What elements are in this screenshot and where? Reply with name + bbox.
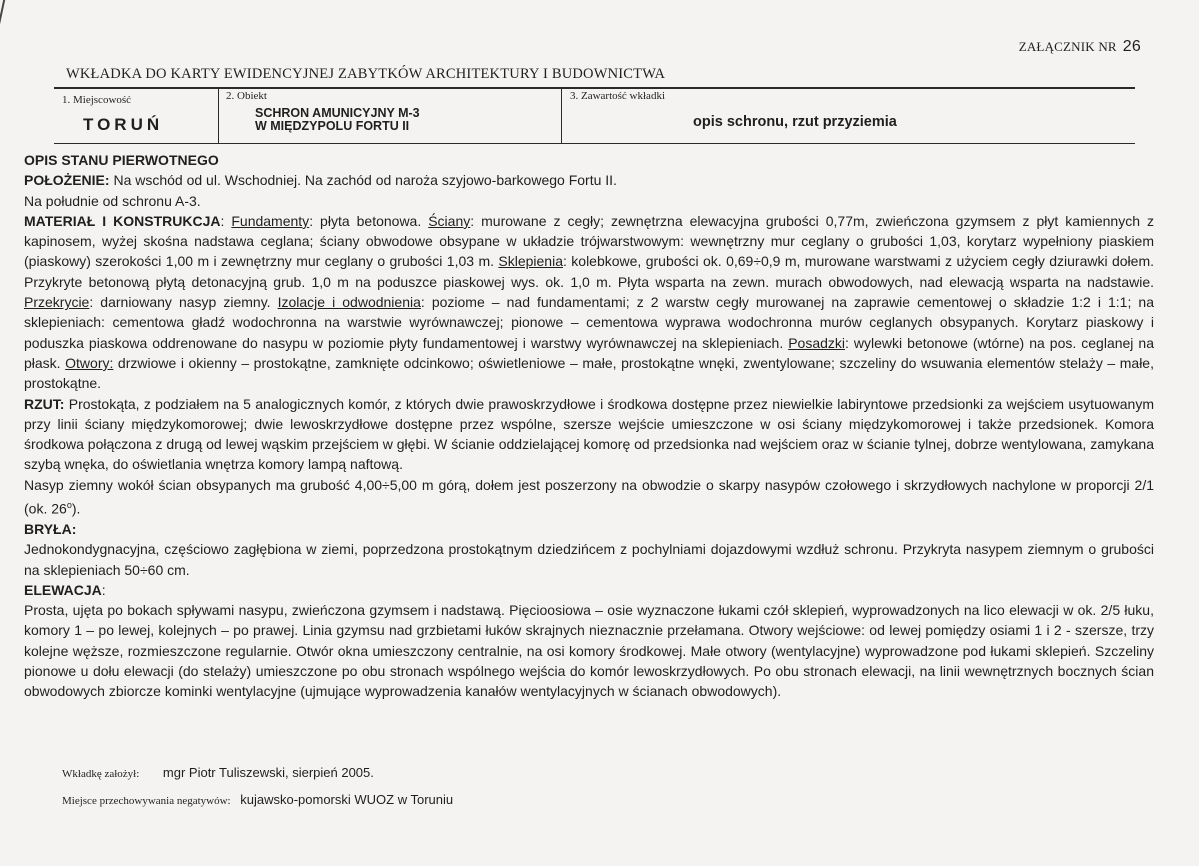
material-text-5: : poziome – nad fundamentami; z 2 warstw cegły murowanej na zaprawie cementowej o składzie 1:2 i 1:1; na sklepieniach: cementowa gładź wodochronna na warstwie wyrównawczej; pionowe – cementowa wyprawa wodochronna murów ceglanych obsypanych. Korytarz piaskowy i poduszka piaskowa oddrenowane do nasypu w poziomie płyty fundamentowej i warstwy wyrównawczej na sklepieniach. bbox=[24, 294, 1154, 351]
polozenie-text: Na wschód od ul. Wschodniej. Na zachód od naroża szyjowo-barkowego Fortu II. bbox=[109, 172, 617, 189]
material-paragraph: MATERIAŁ I KONSTRUKCJA: Fundamenty: płyta betonowa. Ściany: murowane z cegły; zewnętrzna elewacyjna grubości 0,77m, zwieńczona gzymsem z płyt kamiennych z kapinosem, wyżej skośna nadstawa ceglana; ściany obwodowe obsypane w układzie trójwarstwowym: wewnętrzny mur ceglany o grubości 1,03, korytarz wypełniony piaskiem (piaskowy) szerokości 1,00 m i zewnętrzny mur ceglany o grubości 1,03 m. Sklepienia: kolebkowe, grubości ok. 0,69÷0,9 m, murowane warstwami z użyciem cegły dziurawki dołem. Przykryte betonową płytą detonacyjną grub. 1,0 m na poduszce piaskowej wys. ok. 1,0 m. Płyta wsparta na zewn. murach obwodowych, nad elewacją wsparta na nadstawie. Przekrycie: darniowany nasyp ziemny. Izolacje i odwodnienia: poziome – nad fundamentami; z 2 warstw cegły murowanej na zaprawie cementowej o składzie 1:2 i 1:1; na sklepieniach: cementowa gładź wodochronna na warstwie wyrównawczej; pionowe – cementowa wyprawa wodochronna murów ceglanych obsypanych. Korytarz piaskowy i poduszka piaskowa oddrenowane do nasypu w poziomie płyty fundamentowej i warstwy wyrównawczej na sklepieniach. Posadzki: wylewki betonowe (wtórne) na pos. ceglanej na płask. Otwory: drzwiowe i okienny – prostokątne, zamknięte odcinkowo; oświetleniowe – małe, prostokątne wnęki, zwentylowane; szczeliny do wsuwania elementów stelaży – małe, prostokątne. bbox=[24, 212, 1155, 392]
table-divider-1 bbox=[218, 88, 219, 144]
rzut-label: RZUT: bbox=[24, 395, 65, 412]
polozenie-paragraph bbox=[24, 170, 1154, 190]
object-line-2: W MIĘDZYPOLU FORTU II bbox=[255, 119, 410, 133]
elewacja-label: ELEWACJA bbox=[24, 581, 102, 598]
author-value: mgr Piotr Tuliszewski, sierpień 2005. bbox=[162, 765, 374, 780]
nasyp-paragraph bbox=[24, 475, 1154, 519]
locality-value: TORUŃ bbox=[83, 115, 164, 134]
material-text-3: : kolebkowe, grubości ok. 0,69÷0,9 m, murowane warstwami z użyciem cegły dziurawki dołem. Przykryte betonową płytą detonacyjną grub. 1,0 m na poduszce piaskowej wys. ok. 1,0 m. Płyta wsparta na zewn. murach obwodowych, nad elewacją wsparta na nadstawie. bbox=[24, 253, 1155, 290]
author-line bbox=[62, 765, 374, 780]
posadzki-term: Posadzki bbox=[788, 334, 846, 351]
polozenie-text-2: Na południe od schronu A-3. bbox=[24, 192, 201, 209]
storage-line bbox=[62, 792, 453, 807]
material-text-2: : murowane z cegły; zewnętrzna elewacyjna grubości 0,77m, zwieńczona gzymsem z płyt kamiennych z kapinosem, wyżej skośna nadstawa ceglana; ściany obwodowe obsypane w układzie trójwarstwowym: wewnętrzny mur ceglany o grubości 1,03, korytarz wypełniony piaskiem (piaskowy) szerokości 1,00 m i zewnętrzny mur ceglany o grubości 1,03 m. bbox=[24, 212, 1154, 270]
annex-label: ZAŁĄCZNIK NR bbox=[1018, 39, 1117, 54]
material-label: MATERIAŁ I KONSTRUKCJA bbox=[24, 212, 221, 229]
table-bottom-border bbox=[54, 143, 1135, 144]
nasyp-end: ). bbox=[71, 500, 81, 517]
object-value bbox=[255, 107, 420, 133]
annex-header bbox=[1019, 38, 1141, 56]
material-text-7: drzwiowe i okienny – prostokątne, zamknięte odcinkowo; oświetleniowe – małe, prostokątne wnęki, zwentylowane; szczeliny do wsuwania elementów stelaży – małe, prostokątne. bbox=[24, 354, 1154, 392]
table-divider-2 bbox=[561, 88, 562, 144]
degree-sign: o bbox=[66, 500, 72, 511]
section-title: OPIS STANU PIERWOTNEGO bbox=[24, 152, 219, 168]
annex-number: 26 bbox=[1122, 38, 1141, 55]
storage-value: kujawsko-pomorski WUOZ w Toruniu bbox=[240, 792, 454, 807]
material-text-1: : płyta betonowa. bbox=[309, 212, 429, 229]
rzut-paragraph bbox=[24, 394, 1154, 475]
bryla-label: BRYŁA: bbox=[24, 521, 77, 537]
rzut-text: Prostokąta, z podziałem na 5 analogicznych komór, z których dwie prawoskrzydłowe i środkowa dostępne przez niewielkie labiryntowe przedsionki za wejściem usytuowanym przy linii ściany międzykomorowej; dwie lewoskrzydłowe dostępne przez wspólne, szersze wejście umieszczone w osi ściany międzykomorowej i także przedsionek. Komora środkowa połączona z drugą od lewej wąskim przejściem w głębi. W ścianie oddzielającej komorę od przedsionka nad wejściem oraz w ścianie tylnej, dobrze wentylowana, zamykana szybą wnęka, do oświetlania wnętrza komory lampą naftową. bbox=[24, 395, 1154, 473]
table-top-border bbox=[54, 87, 1135, 89]
contents-value: opis schronu, rzut przyziemia bbox=[693, 114, 897, 130]
material-text-4: : darniowany nasyp ziemny. bbox=[89, 294, 278, 311]
nasyp-text: Nasyp ziemny wokół ścian obsypanych ma grubość 4,00÷5,00 m górą, dołem jest poszerzony na obwodzie o skarpy nasypów czołowego i skrzydłowych nachylone w proporcji 2/1 (ok. 26 bbox=[24, 476, 1154, 517]
sklepienia-term: Sklepienia bbox=[498, 253, 563, 270]
fundamenty-term: Fundamenty bbox=[231, 212, 310, 229]
izolacje-term: Izolacje i odwodnienia bbox=[277, 294, 421, 311]
document-body: OPIS STANU PIERWOTNEGO POŁOŻENIE: Na wschód od ul. Wschodniej. Na zachód od naroża szyjowo-barkowego Fortu II. Na południe od schronu A-3. MATERIAŁ I KONSTRUKCJA: Fundamenty: płyta betonowa. Ściany: murowane z cegły; zewnętrzna elewacyjna grubości 0,77m, zwieńczona gzymsem z płyt kamiennych z kapinosem, wyżej skośna nadstawa ceglana; ściany obwodowe obsypane w układzie trójwarstwowym: wewnętrzny mur ceglany o grubości 1,03, korytarz wypełniony piaskiem (piaskowy) szerokości 1,00 m i zewnętrzny mur ceglany o grubości 1,03 m. Sklepienia: kolebkowe, grubości ok. 0,69÷0,9 m, murowane warstwami z użyciem cegły dziurawki dołem. Przykryte betonową płytą detonacyjną grub. 1,0 m na poduszce piaskowej wys. ok. 1,0 m. Płyta wsparta na zewn. murach obwodowych, nad elewacją wsparta na nadstawie. Przekrycie: darniowany nasyp ziemny. Izolacje i odwodnienia: poziome – nad fundamentami; z 2 warstw cegły murowanej na zaprawie cementowej o składzie 1:2 i 1:1; na sklepieniach: cementowa gładź wodochronna na warstwie wyrównawczej; pionowe – cementowa wyprawa wodochronna murów ceglanych obsypanych. Korytarz piaskowy i poduszka piaskowa oddrenowane do nasypu w poziomie płyty fundamentowej i warstwy wyrównawczej na sklepieniach. Posadzki: wylewki betonowe (wtórne) na pos. ceglanej na płask. Otwory: drzwiowe i okienny – prostokątne, zamknięte odcinkowo; oświetleniowe – małe, prostokątne wnęki, zwentylowane; szczeliny do wsuwania elementów stelaży – małe, prostokątne. RZUT: Prostokąta, z podziałem na 5 analogicznych komór, z których dwie prawoskrzydłowe i środkowa dostępne przez niewielkie labiryntowe przedsionki za wejściem usytuowanym przy linii ściany międzykomorowej; dwie lewoskrzydłowe dostępne przez wspólne, szersze wejście umieszczone w osi ściany międzykomorowej i także przedsionek. Komora środkowa połączona z drugą od lewej wąskim przejściem w głębi. W ścianie oddzielającej komorę od przedsionka nad wejściem oraz w ścianie tylnej, dobrze wentylowana, zamykana szybą wnęka, do oświetlania wnętrza komory lampą naftową. Nasyp ziemny wokół ścian obsypanych ma grubość 4,00÷5,00 m górą, dołem jest poszerzony na obwodzie o skarpy nasypów czołowego i skrzydłowych nachylone w proporcji 2/1 (ok. 26$^o$). BRYŁA: Jednokondygnacyjna, częściowo zagłębiona w ziemi, poprzedzona prostokątnym dziedzińcem z pochylniami dojazdowymi wzdłuż schronu. Przykryta nasypem ziemnym o grubości na sklepieniach 50÷60 cm. ELEWACJA: Prosta, ujęta po bokach spływami nasypu, zwieńczona gzymsem i nadstawą. Pięcioosiowa – osie wyznaczone łukami czół sklepień, wyprowadzonych na lico elewacji w ok. 2/5 łuku, komory 1 – po lewej, kolejnych – po prawej. Linia gzymsu nad grzbietami łuków skrajnych nieznacznie przełamana. Otwory wejściowe: od lewej pomiędzy osiami 1 i 2 - szersze, trzy kolejne węższe, rozmieszczone regularnie. Otwór okna umieszczony centralnie, na osi komory środkowej. Małe otwory (wentylacyjne) wyprowadzone pod łukami sklepień. Szczeliny pionowe u dołu elewacji (do stelaży) umieszczone po obu stronach wspólnego wejścia do komór lewoskrzydłowych. Po obu stronach elewacji, na linii wewnętrznych bocznych ścian obwodowych zbiorcze kominki wentylacyjne (ujmujące wyprowadzenia kanałów wentylacyjnych w ścianach obwodowych). bbox=[24, 150, 1154, 702]
sciany-term: Ściany bbox=[428, 212, 471, 229]
object-line-1: SCHRON AMUNICYJNY M-3 bbox=[255, 106, 420, 120]
polozenie-label: POŁOŻENIE: bbox=[24, 172, 110, 189]
storage-label: Miejsce przechowywania negatywów: bbox=[62, 795, 231, 807]
object-label: 2. Obiekt bbox=[226, 90, 267, 102]
elewacja-text: Prosta, ujęta po bokach spływami nasypu, zwieńczona gzymsem i nadstawą. Pięcioosiowa – osie wyznaczone łukami czół sklepień, wyprowadzonych na lico elewacji w ok. 2/5 łuku, komory 1 – po lewej, kolejnych – po prawej. Linia gzymsu nad grzbietami łuków skrajnych nieznacznie przełamana. Otwory wejściowe: od lewej pomiędzy osiami 1 i 2 - szersze, trzy kolejne węższe, rozmieszczone regularnie. Otwór okna umieszczony centralnie, na osi komory środkowej. Małe otwory (wentylacyjne) wyprowadzone pod łukami sklepień. Szczeliny pionowe u dołu elewacji (do stelaży) umieszczone po obu stronach wspólnego wejścia do komór lewoskrzydłowych. Po obu stronach elewacji, na linii wewnętrznych bocznych ścian obwodowych zbiorcze kominki wentylacyjne (ujmujące wyprowadzenia kanałów wentylacyjnych w ścianach obwodowych). bbox=[24, 602, 1154, 700]
przekrycie-term: Przekrycie bbox=[24, 294, 90, 311]
contents-label: 3. Zawartość wkładki bbox=[570, 90, 665, 102]
author-label: Wkładkę założył: bbox=[62, 768, 140, 780]
document-title: WKŁADKA DO KARTY EWIDENCYJNEJ ZABYTKÓW ARCHITEKTURY I BUDOWNICTWA bbox=[66, 66, 666, 82]
material-text-6: : wylewki betonowe (wtórne) na pos. ceglanej na płask. bbox=[24, 334, 1154, 371]
bryla-text: Jednokondygnacyjna, częściowo zagłębiona w ziemi, poprzedzona prostokątnym dziedzińcem z pochylniami dojazdowymi wzdłuż schronu. Przykryta nasypem ziemnym o grubości na sklepieniach 50÷60 cm. bbox=[24, 541, 1154, 578]
otwory-term: Otwory: bbox=[65, 354, 114, 371]
locality-label: 1. Miejscowość bbox=[62, 94, 132, 106]
